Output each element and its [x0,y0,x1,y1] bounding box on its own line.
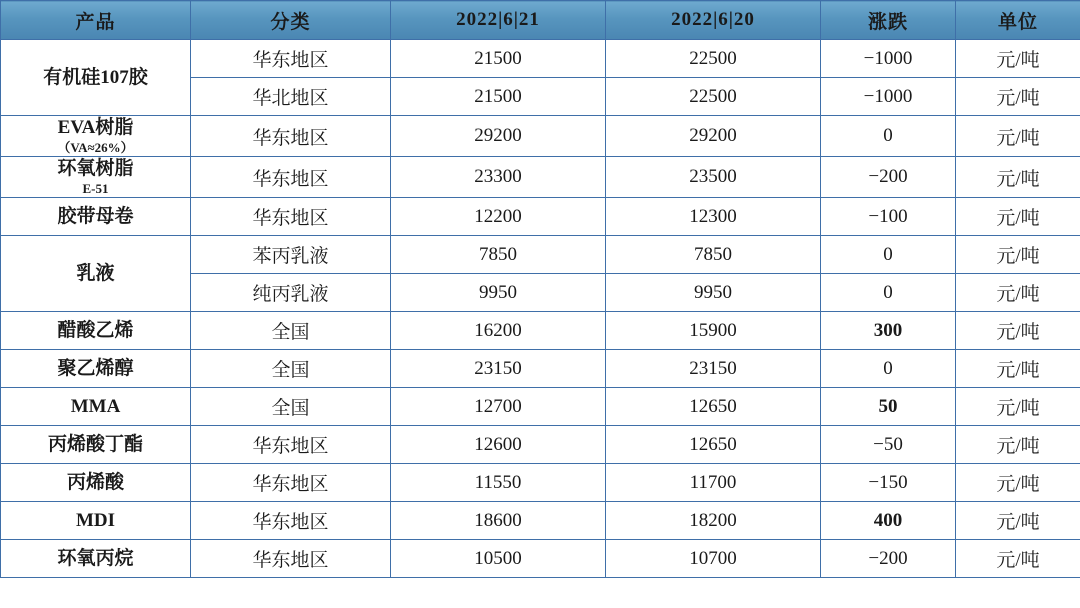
cell-category: 全国 [191,312,391,350]
cell-price-previous: 23150 [606,350,821,388]
cell-unit: 元/吨 [956,312,1080,350]
cell-price-current: 16200 [391,312,606,350]
cell-category: 纯丙乳液 [191,274,391,312]
cell-category: 全国 [191,350,391,388]
cell-unit: 元/吨 [956,78,1080,116]
cell-product [1,312,191,350]
table-header [1,1,1080,40]
cell-change: 0 [821,116,956,157]
cell-price-current: 18600 [391,502,606,540]
cell-price-current: 21500 [391,40,606,78]
column-header-date-current: 2022|6|21 [391,1,606,40]
product-name: 聚乙烯醇 [57,357,134,379]
cell-unit: 元/吨 [956,540,1080,578]
cell-price-previous: 9950 [606,274,821,312]
cell-change: 0 [821,350,956,388]
product-name: MDI [75,509,116,531]
cell-unit: 元/吨 [956,388,1080,426]
product-name: 乳液 [76,262,115,284]
product-subtitle: （VA≈26%） [57,139,134,155]
cell-product [1,350,191,388]
cell-price-current: 9950 [391,274,606,312]
cell-unit: 元/吨 [956,502,1080,540]
cell-price-current: 23150 [391,350,606,388]
cell-product [1,157,191,198]
table-row [1,540,1080,578]
table-row [1,157,1080,198]
column-header-category: 分类 [191,1,391,40]
column-header-change: 涨跌 [821,1,956,40]
column-header-date-previous: 2022|6|20 [606,1,821,40]
cell-product [1,502,191,540]
cell-price-current: 21500 [391,78,606,116]
table-row [1,198,1080,236]
cell-unit: 元/吨 [956,157,1080,198]
table-body [1,40,1080,578]
cell-unit: 元/吨 [956,350,1080,388]
cell-category: 苯丙乳液 [191,236,391,274]
table-row [1,236,1080,274]
cell-change: 400 [821,502,956,540]
column-header-product: 产品 [1,1,191,40]
cell-price-current: 7850 [391,236,606,274]
cell-price-current: 11550 [391,464,606,502]
table-row [1,312,1080,350]
cell-price-current: 29200 [391,116,606,157]
cell-unit: 元/吨 [956,40,1080,78]
cell-unit: 元/吨 [956,464,1080,502]
cell-change: −200 [821,540,956,578]
cell-price-previous: 22500 [606,78,821,116]
cell-price-previous: 18200 [606,502,821,540]
cell-product [1,116,191,157]
product-name: 胶带母卷 [57,205,134,227]
table-row [1,40,1080,78]
product-name: 环氧树脂 [57,158,134,179]
product-name: 丙烯酸丁酯 [47,433,143,455]
table-row [1,502,1080,540]
cell-price-current: 12200 [391,198,606,236]
cell-price-current: 12600 [391,426,606,464]
cell-category: 全国 [191,388,391,426]
cell-unit: 元/吨 [956,116,1080,157]
cell-product [1,464,191,502]
cell-unit: 元/吨 [956,274,1080,312]
cell-price-current: 10500 [391,540,606,578]
cell-product [1,198,191,236]
cell-unit: 元/吨 [956,426,1080,464]
cell-product [1,540,191,578]
table-row [1,116,1080,157]
cell-change: 50 [821,388,956,426]
cell-change: −150 [821,464,956,502]
cell-change: 0 [821,274,956,312]
cell-price-current: 12700 [391,388,606,426]
product-name: 有机硅107胶 [43,66,148,88]
cell-change: 300 [821,312,956,350]
cell-price-previous: 7850 [606,236,821,274]
cell-price-previous: 12650 [606,388,821,426]
cell-unit: 元/吨 [956,236,1080,274]
cell-price-previous: 11700 [606,464,821,502]
cell-change: −50 [821,426,956,464]
cell-category: 华东地区 [191,116,391,157]
product-name: 丙烯酸 [66,471,124,493]
cell-category: 华东地区 [191,540,391,578]
cell-product [1,236,191,312]
product-name: 醋酸乙烯 [57,319,134,341]
cell-category: 华东地区 [191,198,391,236]
cell-change: −100 [821,198,956,236]
product-name: MMA [70,395,121,417]
cell-category: 华北地区 [191,78,391,116]
table-row [1,464,1080,502]
cell-price-current: 23300 [391,157,606,198]
cell-price-previous: 29200 [606,116,821,157]
cell-price-previous: 23500 [606,157,821,198]
product-name: 环氧丙烷 [57,547,134,569]
cell-price-previous: 22500 [606,40,821,78]
cell-change: −1000 [821,40,956,78]
cell-product [1,426,191,464]
product-subtitle: E-51 [82,180,109,196]
cell-category: 华东地区 [191,40,391,78]
table-header-row [1,1,1080,40]
cell-category: 华东地区 [191,502,391,540]
table-row [1,350,1080,388]
cell-price-previous: 12300 [606,198,821,236]
column-header-unit: 单位 [956,1,1080,40]
cell-category: 华东地区 [191,464,391,502]
cell-price-previous: 10700 [606,540,821,578]
cell-change: −200 [821,157,956,198]
table-row [1,388,1080,426]
product-name: EVA树脂 [57,117,134,138]
cell-unit: 元/吨 [956,198,1080,236]
cell-price-previous: 12650 [606,426,821,464]
cell-category: 华东地区 [191,157,391,198]
cell-change: −1000 [821,78,956,116]
cell-product [1,388,191,426]
cell-category: 华东地区 [191,426,391,464]
cell-change: 0 [821,236,956,274]
cell-product [1,40,191,116]
table-row [1,426,1080,464]
cell-price-previous: 15900 [606,312,821,350]
